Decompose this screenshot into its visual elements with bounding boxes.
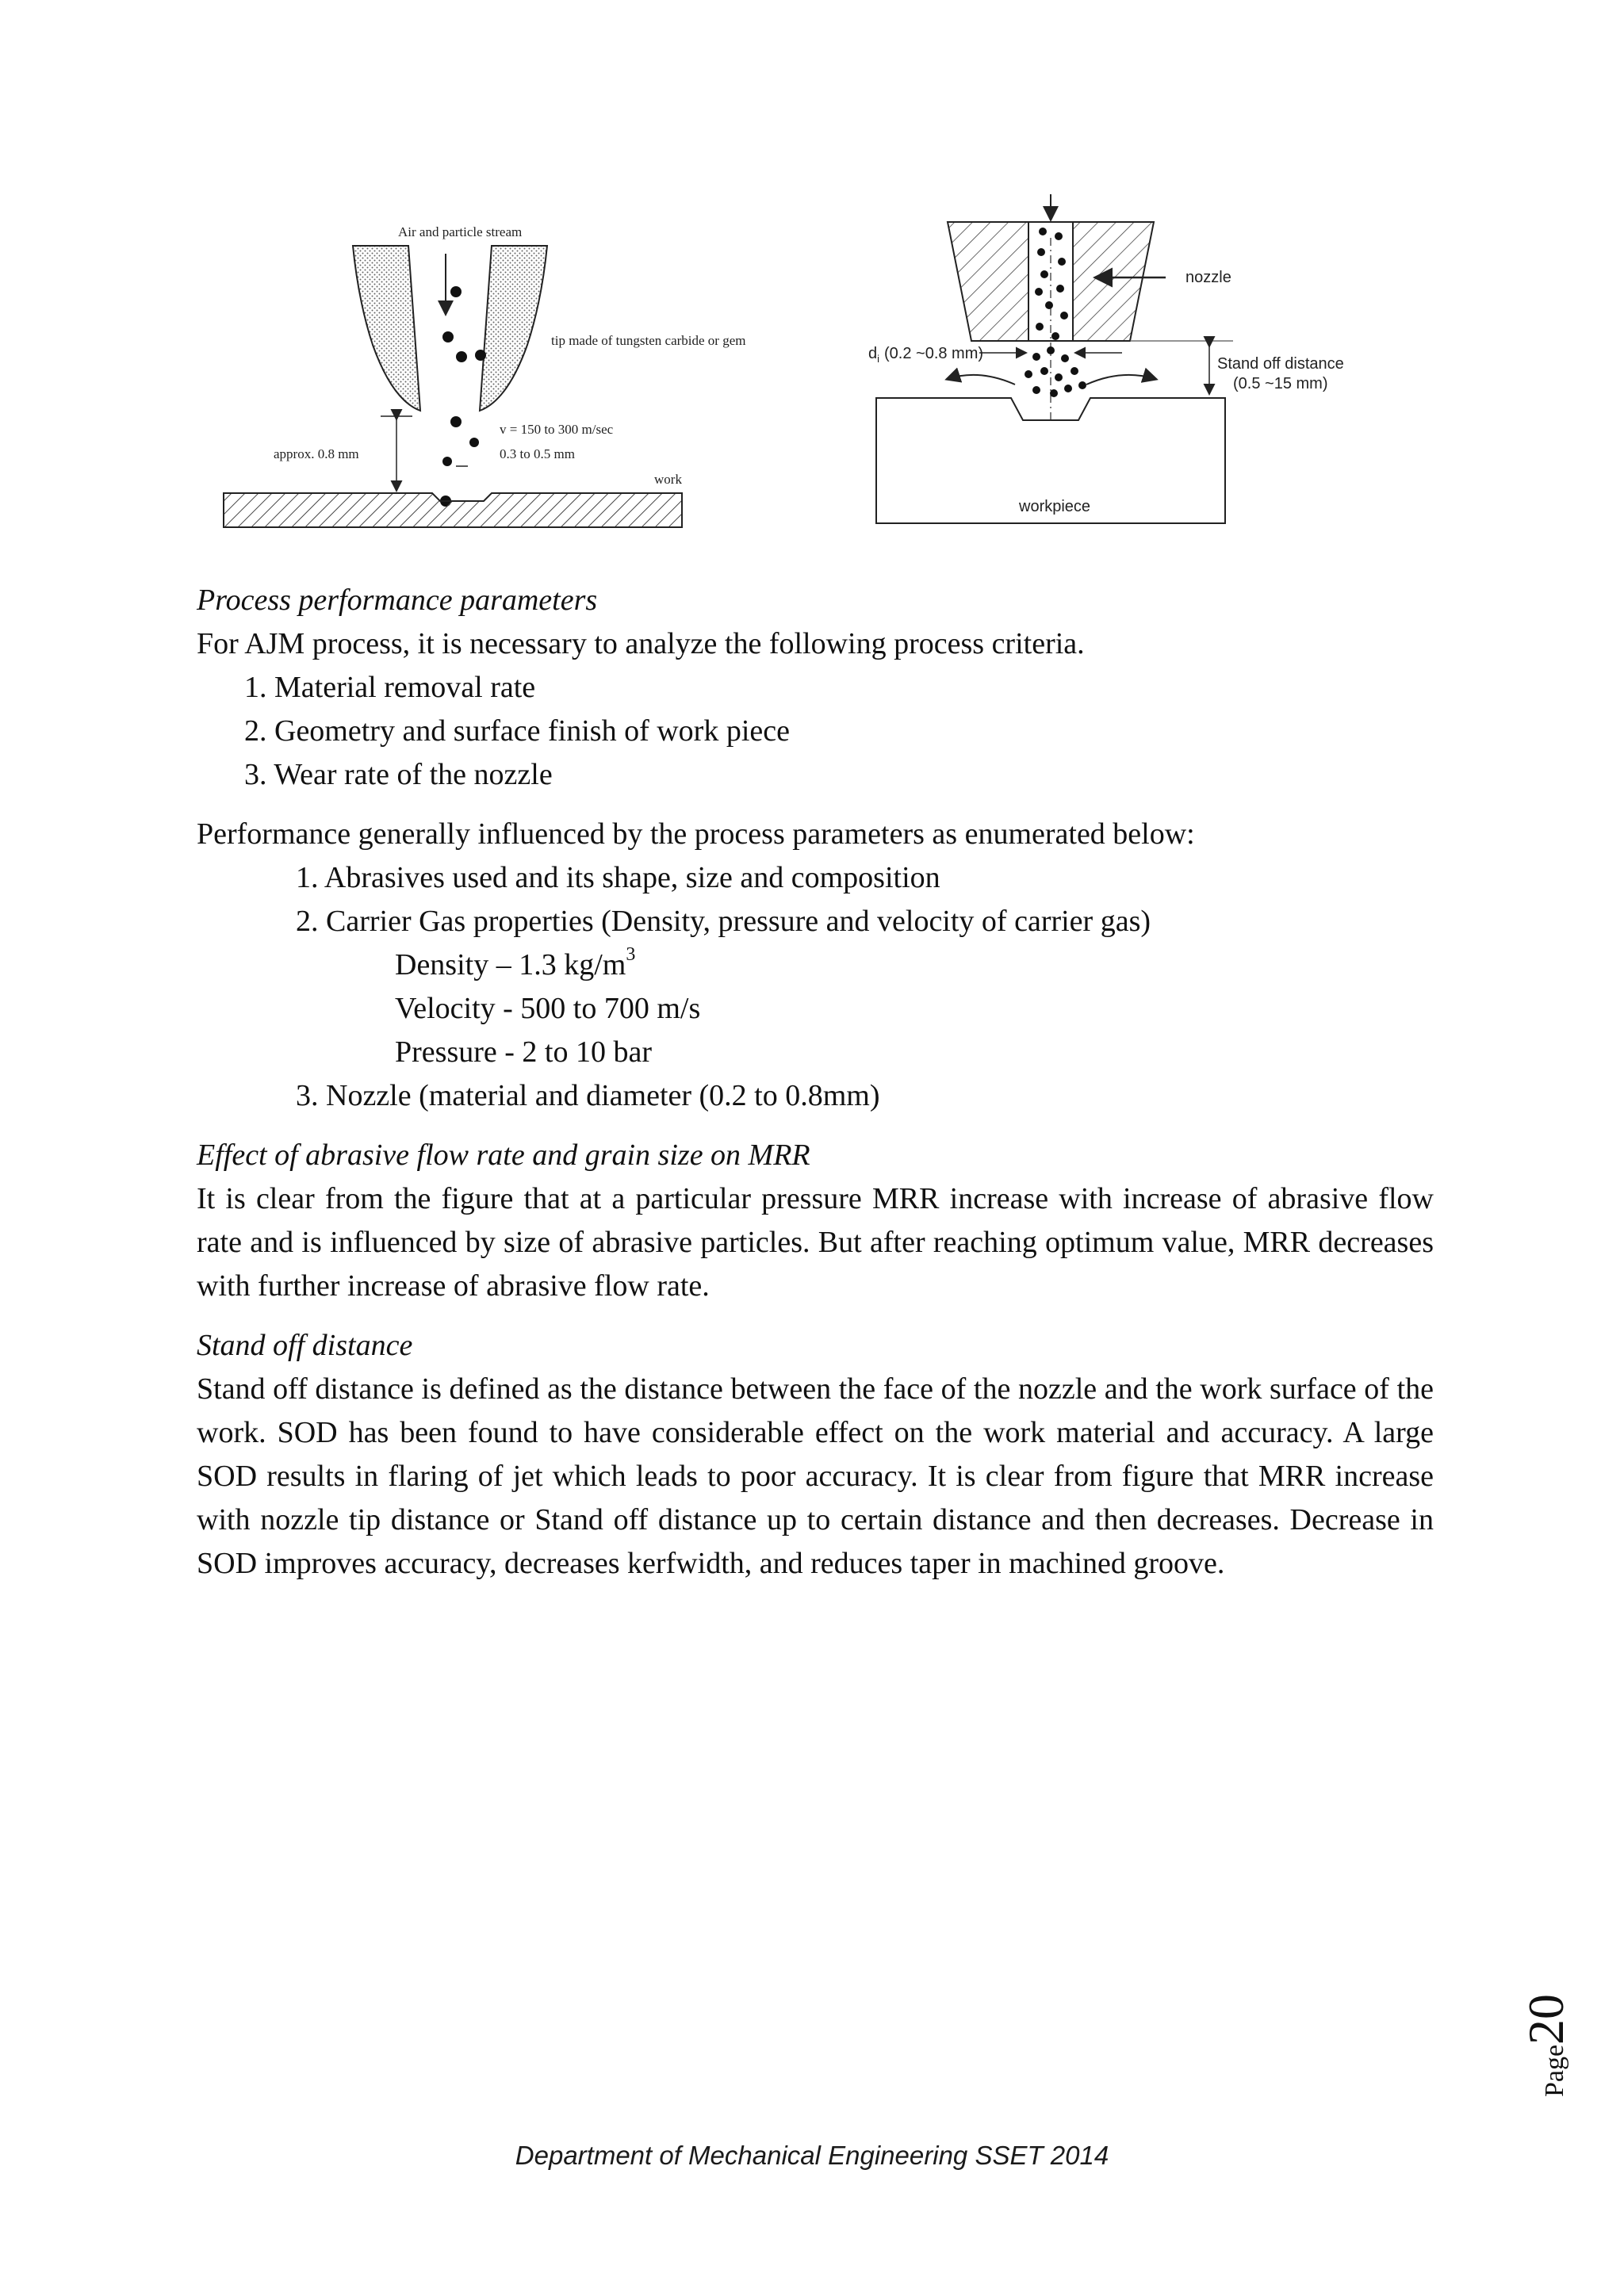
param-density [395,943,1434,987]
label-sod-range: (0.5 ~15 mm) [1233,375,1328,392]
label-nozzle: nozzle [1185,269,1231,286]
param-item: 1. Abrasives used and its shape, size and composition [296,861,940,894]
work-surface [224,493,682,527]
heading-stand-off-distance: Stand off distance [197,1329,413,1362]
ajm-nozzle-tip-diagram [214,214,817,539]
label-particle-size: 0.3 to 0.5 mm [500,446,575,461]
heading-process-performance: Process performance parameters [197,584,598,617]
page-label: Page [1540,2044,1569,2098]
paragraph-abrasive-flow-rate: It is clear from the figure that at a particular pressure MRR increase with increase of abrasive flow rate and is influenced by size of abrasive particles. But after reaching optimum value, MRR decreases with further increase of abrasive flow rate. [197,1182,1434,1303]
label-work: work [654,472,682,487]
label-di-range: (0.2 ~0.8 mm) [884,345,984,362]
paragraph-stand-off-distance: Stand off distance is defined as the distance between the face of the nozzle and the work surface of the work. SOD has been found to have considerable effect on the work material and accuracy. A large SOD results in flaring of jet which leads to poor accuracy. It is clear from figure that MRR increase with nozzle tip distance or Stand off distance up to certain distance and then decreases. Decrease in SOD improves accuracy, decreases kerfwidth, and reduces taper in machined groove. [197,1372,1434,1580]
criteria-item: 3. Wear rate of the nozzle [244,758,553,791]
page-number-value: 20 [1518,1993,1574,2045]
nozzle-body-right [1073,222,1154,341]
nozzle-wall-left [353,246,420,411]
param-item: 2. Carrier Gas properties (Density, pressure and velocity of carrier gas) [296,905,1151,938]
svg-text:di: $d_i$ [868,345,880,365]
performance-intro: Performance generally influenced by the process parameters as enumerated below: [197,817,1195,851]
stand-off-distance-diagram [860,190,1384,539]
nozzle-wall-right [480,246,547,411]
label-velocity: v = 150 to 300 m/sec [500,422,614,437]
page-number [1511,1974,1582,2117]
density-text: Density – 1.3 kg/m [395,948,626,982]
label-air-particle-stream: Air and particle stream [398,224,523,239]
abrasive-particles [440,286,486,507]
label-di-subscript: i [877,353,880,365]
main-content [197,579,1434,1586]
density-superscript: 3 [626,944,636,965]
label-approx-distance: approx. 0.8 mm [274,446,359,461]
param-item: 3. Nozzle (material and diameter (0.2 to 0.8mm) [296,1079,880,1112]
criteria-item: 2. Geometry and surface finish of work piece [244,714,790,748]
label-stand-off-distance: Stand off distance [1217,355,1344,373]
nozzle-body-left [948,222,1028,341]
param-pressure: Pressure - 2 to 10 bar [395,1035,652,1069]
heading-abrasive-flow-rate: Effect of abrasive flow rate and grain size on MRR [197,1138,810,1172]
label-tip-material: tip made of tungsten carbide or gem [551,333,746,348]
footer: Department of Mechanical Engineering SSET 2014 [515,2141,1109,2170]
criteria-item: 1. Material removal rate [244,671,536,704]
param-velocity: Velocity - 500 to 700 m/s [395,992,701,1025]
intro-text: For AJM process, it is necessary to analyze the following process criteria. [197,627,1085,660]
label-workpiece: workpiece [1019,498,1091,515]
